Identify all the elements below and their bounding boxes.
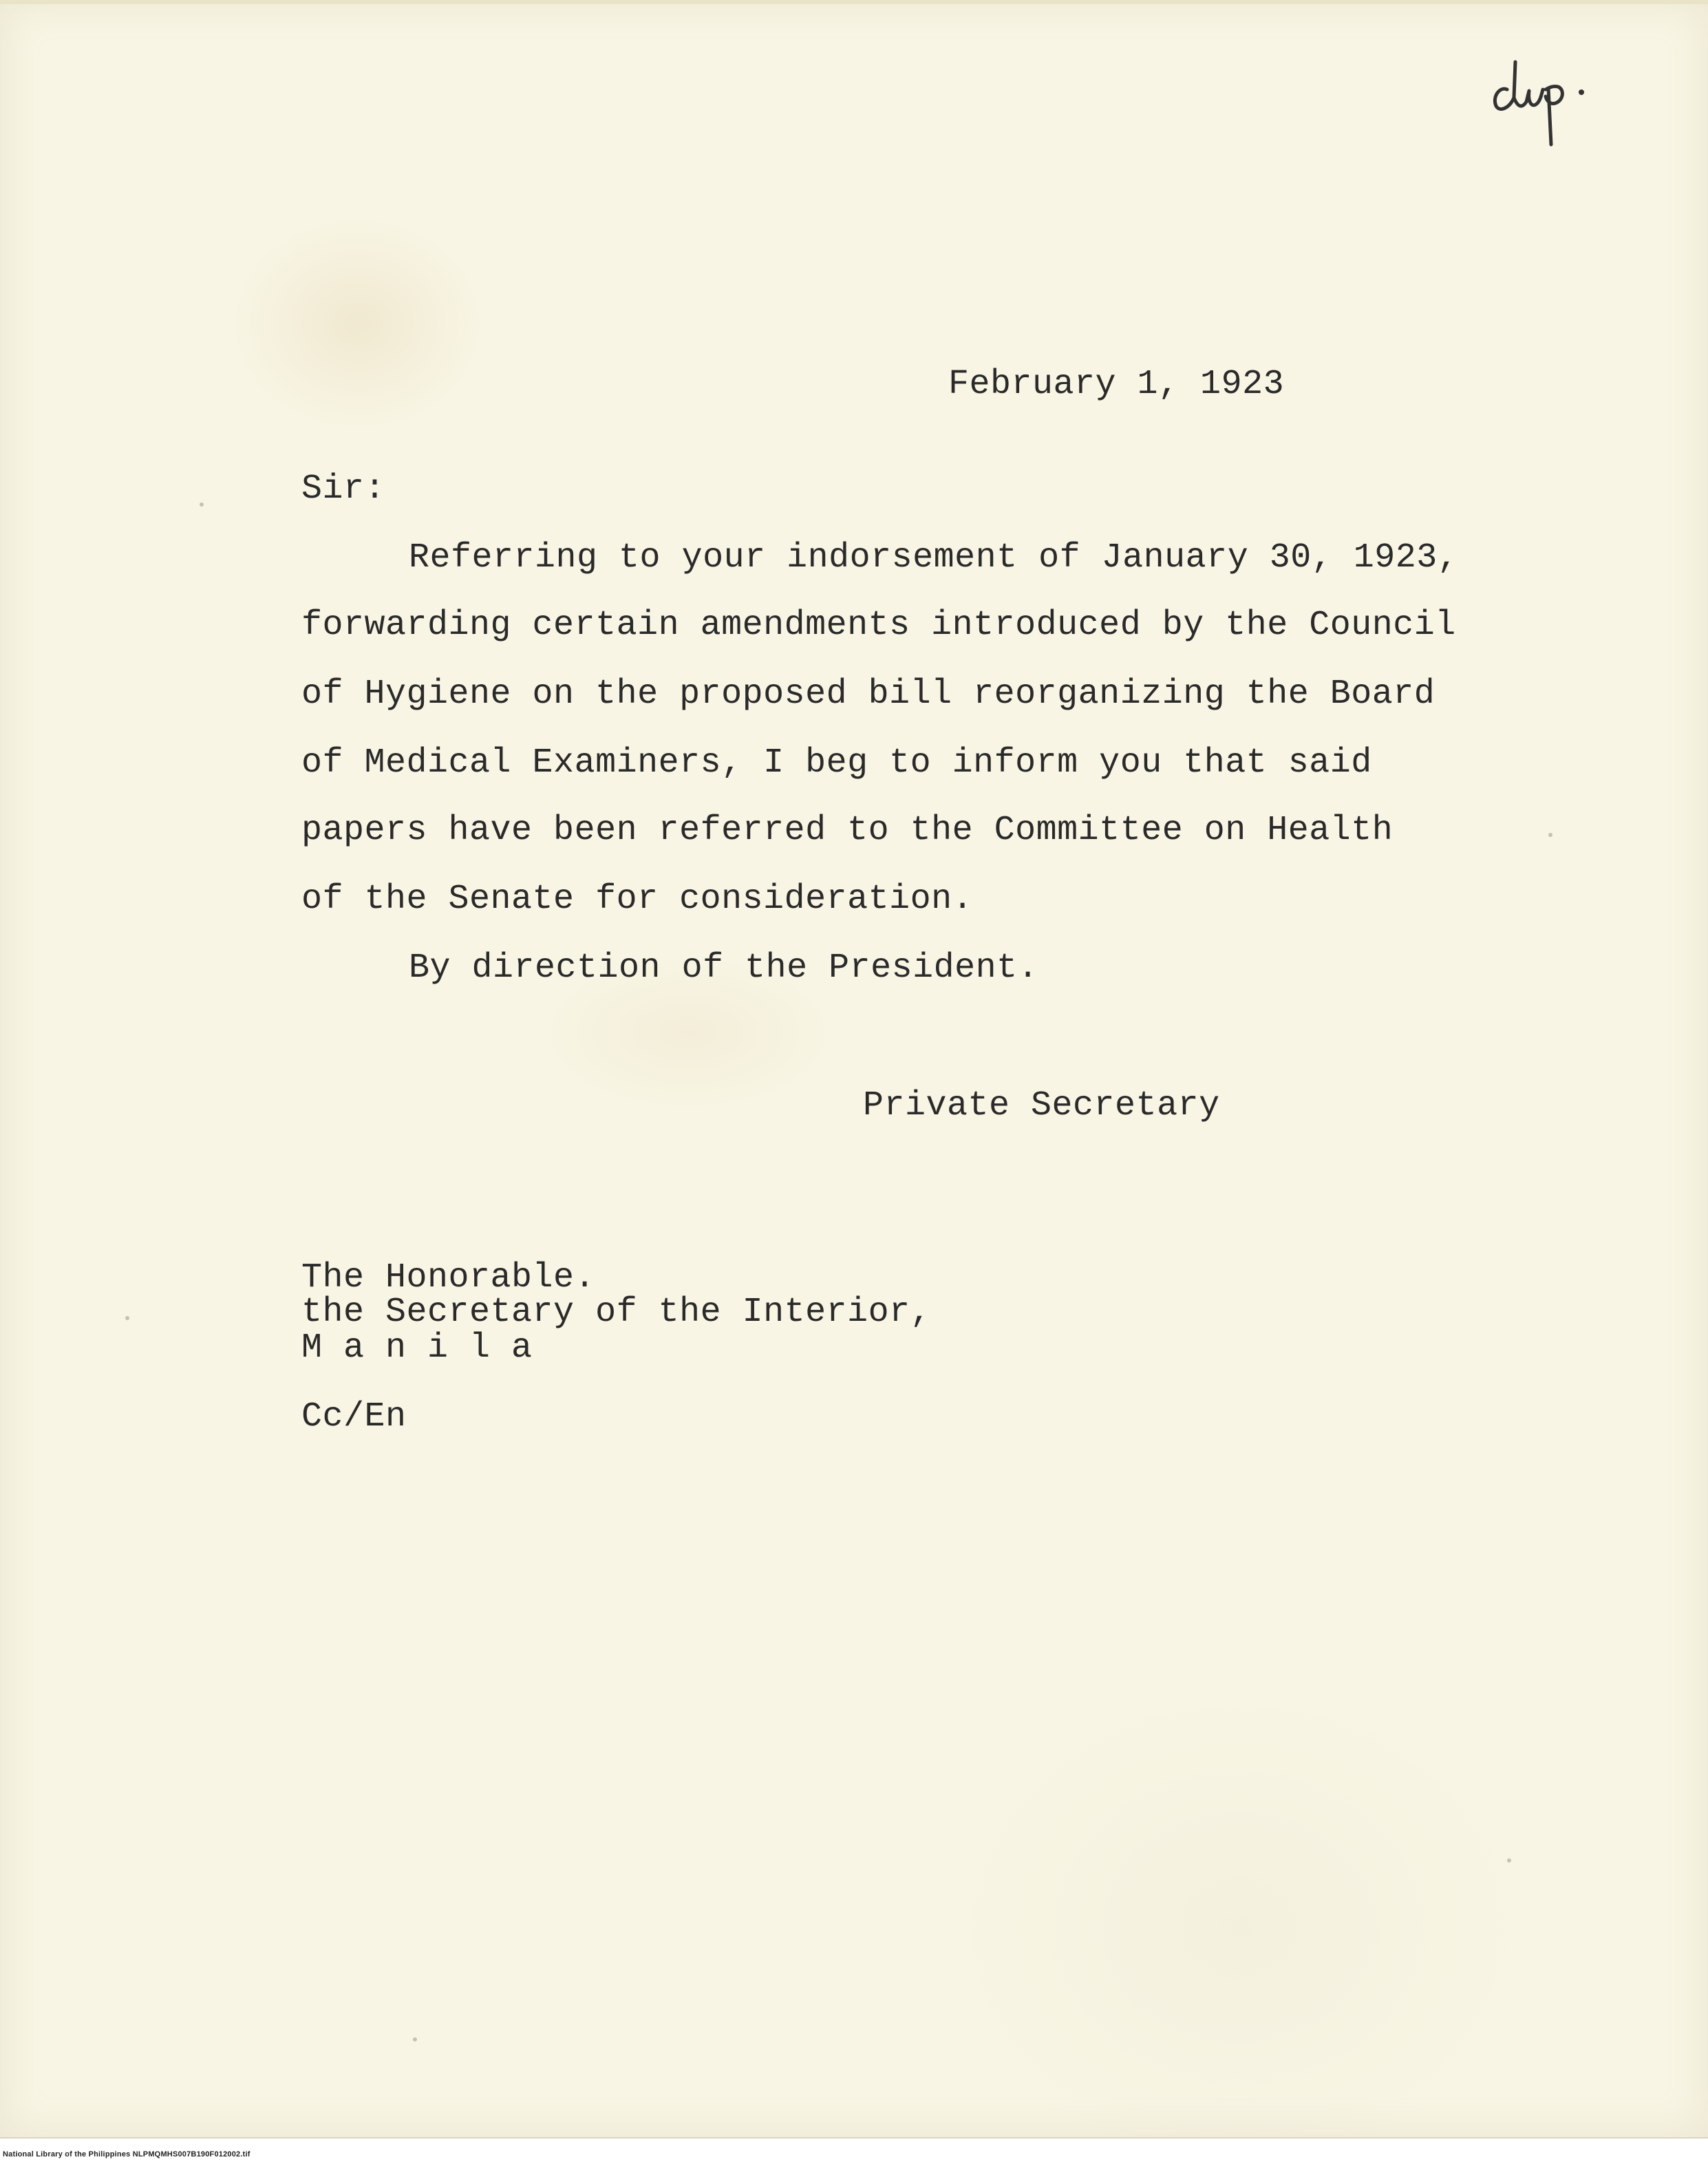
paper-speck: [413, 2037, 417, 2041]
body-line: Referring to your indorsement of January 30, 1923,: [409, 538, 1459, 577]
paper-speck: [125, 1316, 129, 1320]
body-line: forwarding certain amendments introduced by the Council: [301, 606, 1456, 645]
address-line: the Secretary of the Interior,: [301, 1293, 932, 1332]
scan-footer-strip: [0, 2137, 1708, 2164]
scan-footer-label: National Library of the Philippines NLPMQMHS007B190F012002.tif: [3, 2150, 250, 2158]
page-top-edge: [0, 0, 1708, 4]
body-line: of Hygiene on the proposed bill reorganizing the Board: [301, 675, 1435, 714]
signature-title: Private Secretary: [863, 1086, 1220, 1125]
closing-line: By direction of the President.: [409, 948, 1039, 988]
salutation: Sir:: [301, 469, 386, 509]
reference-initials: Cc/En: [301, 1397, 407, 1436]
paper-speck: [1507, 1858, 1511, 1863]
body-line: papers have been referred to the Committee on Health: [301, 811, 1394, 850]
handwritten-note-dup: [1486, 48, 1624, 165]
letter-date: February 1, 1923: [948, 365, 1285, 404]
address-line: M a n i l a: [301, 1328, 533, 1368]
body-line: of the Senate for consideration.: [301, 880, 974, 919]
paper-speck: [200, 502, 204, 507]
body-line: of Medical Examiners, I beg to inform you that said: [301, 743, 1372, 783]
paper-speck: [1548, 833, 1552, 837]
address-line: The Honorable.: [301, 1258, 596, 1297]
